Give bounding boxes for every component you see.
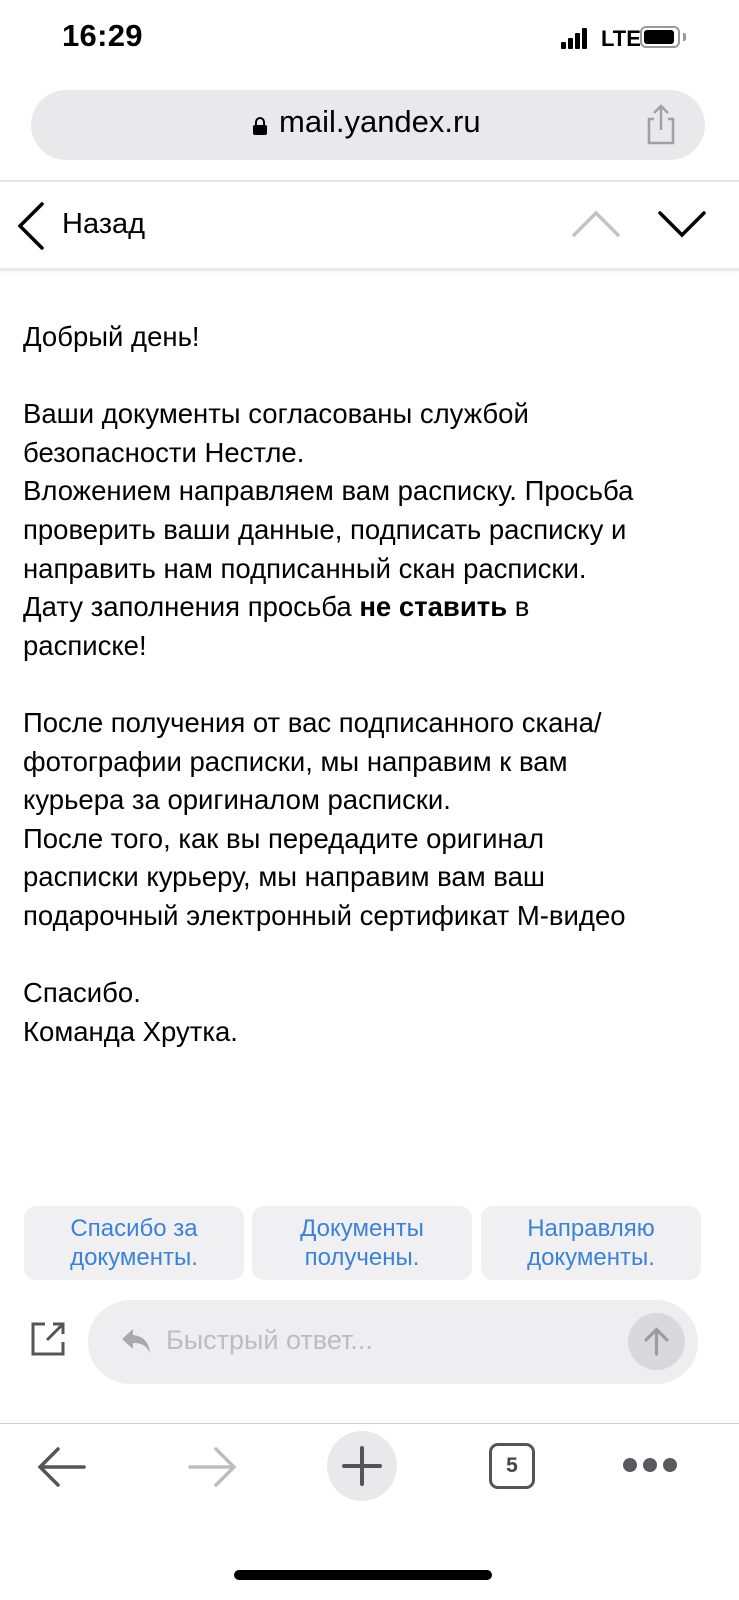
- message-line: безопасности Нестле.: [23, 436, 305, 468]
- greeting: Добрый день!: [23, 321, 200, 352]
- home-indicator[interactable]: [234, 1570, 492, 1580]
- signature: Команда Хрутка.: [23, 1015, 238, 1047]
- quick-reply-button[interactable]: [481, 1206, 701, 1280]
- quick-reply-button[interactable]: [24, 1206, 244, 1280]
- signal-icon: [561, 27, 589, 49]
- back-button[interactable]: Назад: [62, 208, 146, 240]
- send-icon[interactable]: [640, 1325, 673, 1358]
- text-span: Дату заполнения просьба: [23, 591, 360, 623]
- label-line: Направляю: [527, 1215, 655, 1242]
- message-line: подарочный электронный сертификат М-видео: [23, 899, 626, 931]
- back-arrow-icon[interactable]: [36, 1445, 88, 1489]
- divider: [0, 1423, 739, 1424]
- label-line: документы.: [70, 1244, 198, 1271]
- lock-icon: [253, 117, 267, 135]
- chevron-up-icon[interactable]: [570, 205, 622, 241]
- message-line: [23, 588, 723, 627]
- quick-reply-button[interactable]: [252, 1206, 472, 1280]
- tabs-count: 5: [506, 1454, 518, 1477]
- label-line: получены.: [304, 1244, 420, 1271]
- share-icon[interactable]: [644, 103, 678, 145]
- status-time: 16:29: [62, 18, 143, 53]
- message-line: Ваши документы согласованы службой: [23, 398, 529, 430]
- divider: [0, 180, 739, 182]
- message-line: расписке!: [23, 629, 147, 661]
- plus-icon: [342, 1446, 382, 1486]
- bold-text: не ставить: [359, 591, 508, 623]
- label-line: Документы: [300, 1215, 424, 1242]
- message-body: [23, 318, 723, 1051]
- quick-reply-label: [70, 1214, 198, 1272]
- divider: [0, 268, 739, 271]
- chevron-left-icon[interactable]: [12, 200, 52, 252]
- message-line: расписки курьеру, мы направим вам ваш: [23, 861, 545, 893]
- message-line: курьера за оригиналом расписки.: [23, 784, 451, 816]
- battery-tip: [683, 33, 686, 41]
- quick-reply-label: [300, 1214, 424, 1272]
- message-line: фотографии расписки, мы направим к вам: [23, 745, 568, 777]
- label-line: документы.: [527, 1244, 655, 1271]
- message-line: направить нам подписанный скан расписки.: [23, 552, 587, 584]
- battery-icon: [640, 26, 680, 48]
- message-line: проверить ваши данные, подписать расписку и: [23, 513, 627, 545]
- quick-reply-label: [527, 1214, 655, 1272]
- url-text[interactable]: mail.yandex.ru: [279, 104, 481, 139]
- text-span: в: [507, 591, 530, 623]
- more-icon[interactable]: [623, 1458, 677, 1474]
- network-type: LTE: [601, 26, 641, 51]
- tabs-icon[interactable]: [489, 1443, 535, 1489]
- closing: Спасибо.: [23, 977, 141, 1009]
- chevron-down-icon[interactable]: [656, 205, 708, 241]
- reply-icon: [120, 1326, 152, 1356]
- new-tab-button[interactable]: [327, 1431, 397, 1501]
- message-line: После получения от вас подписанного скана/: [23, 706, 602, 738]
- message-line: Вложением направляем вам расписку. Просьба: [23, 475, 634, 507]
- label-line: Спасибо за: [70, 1215, 198, 1242]
- message-line: После того, как вы передадите оригинал: [23, 822, 544, 854]
- forward-arrow-icon[interactable]: [186, 1445, 238, 1489]
- reply-placeholder[interactable]: Быстрый ответ...: [166, 1325, 373, 1355]
- compose-icon[interactable]: [29, 1320, 67, 1358]
